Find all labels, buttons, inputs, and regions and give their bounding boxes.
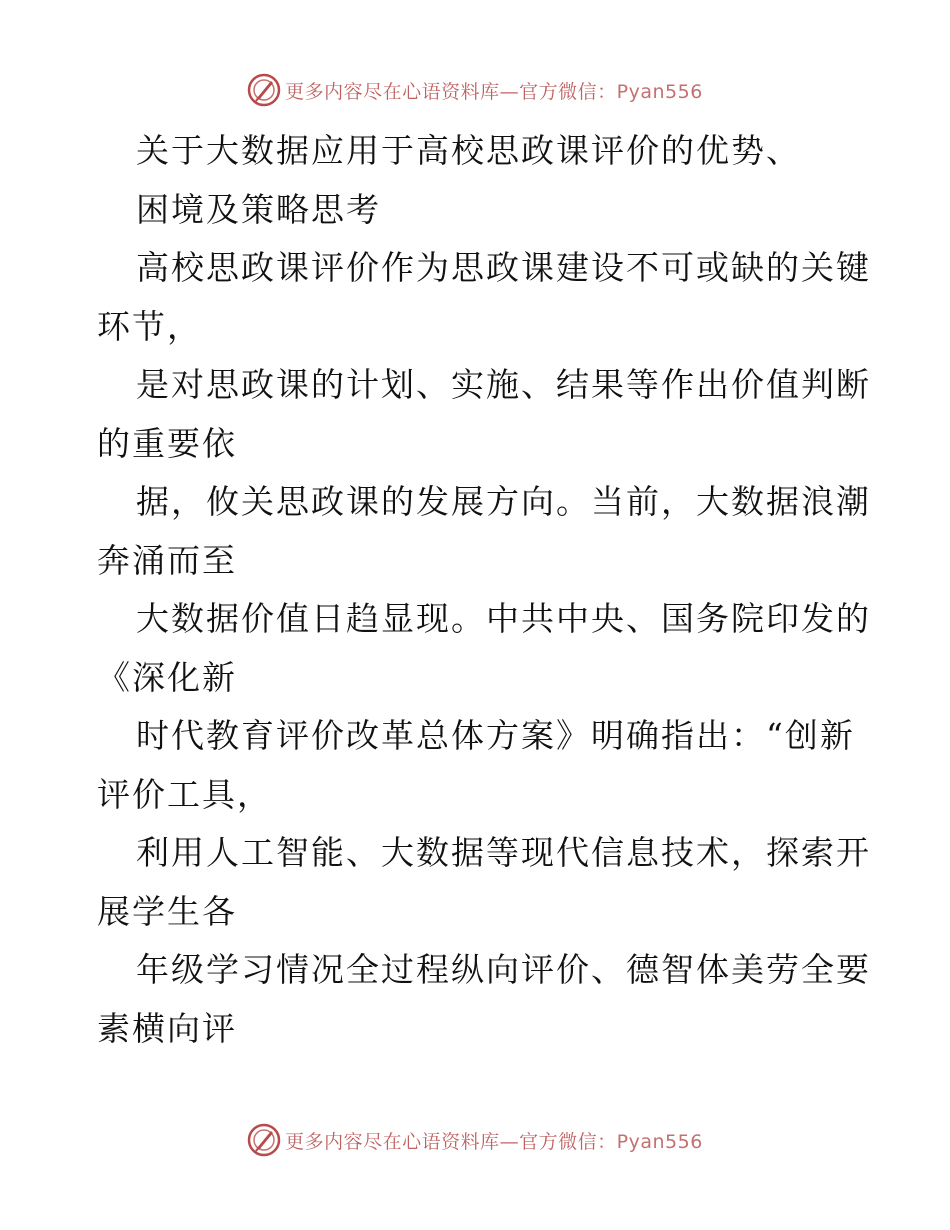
text-line: 高校思政课评价作为思政课建设不可或缺的关键	[136, 248, 871, 287]
footer-watermark	[0, 1120, 950, 1160]
text-line: 利用人工智能、大数据等现代信息技术，探索开	[136, 833, 871, 872]
text-line: 是对思政课的计划、实施、结果等作出价值判断	[136, 365, 871, 404]
text-line: 据，攸关思政课的发展方向。当前，大数据浪潮	[136, 482, 871, 521]
title-line-2: 困境及策略思考	[136, 189, 381, 229]
text-line: 素横向评	[97, 1008, 237, 1048]
text-line: 大数据价值日趋显现。中共中央、国务院印发的	[136, 599, 871, 638]
text-line: 评价工具，	[97, 774, 272, 814]
quill-logo-icon	[247, 1123, 281, 1157]
document-body	[97, 122, 871, 1058]
text-line: 的重要依	[97, 423, 237, 463]
text-line: 环节，	[97, 306, 202, 346]
text-line: 奔涌而至	[97, 540, 237, 580]
text-line: 年级学习情况全过程纵向评价、德智体美劳全要	[136, 950, 871, 989]
watermark-text: 更多内容尽在心语资料库—官方微信：Pyan556	[285, 80, 703, 103]
title-line-1: 关于大数据应用于高校思政课评价的优势、	[136, 131, 801, 170]
watermark-text: 更多内容尽在心语资料库—官方微信：Pyan556	[285, 1130, 703, 1153]
quill-logo-icon	[247, 73, 281, 107]
text-line: 《深化新	[97, 657, 237, 697]
text-line: 时代教育评价改革总体方案》明确指出：“创新	[136, 716, 855, 755]
header-watermark	[0, 70, 950, 110]
text-line: 展学生各	[97, 891, 237, 931]
